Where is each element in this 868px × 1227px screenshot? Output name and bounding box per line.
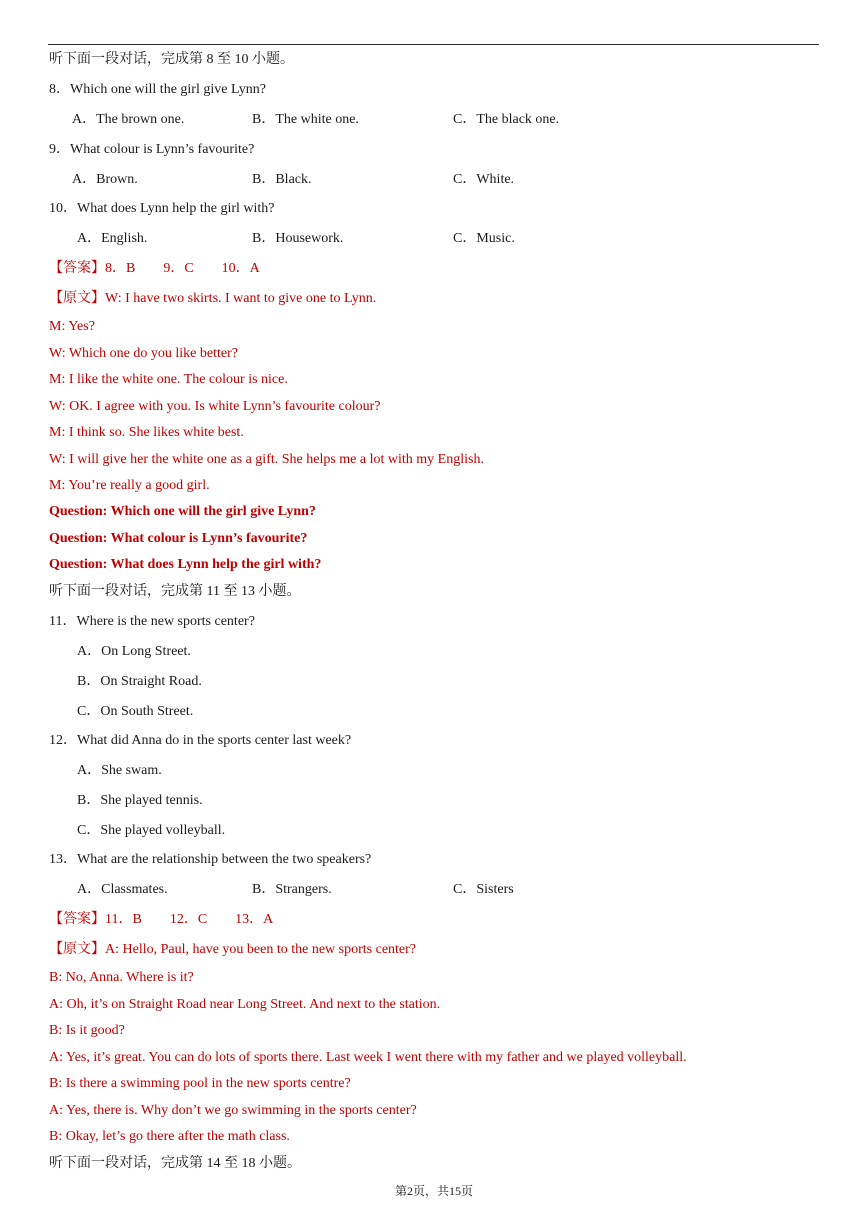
option-11b: B．On Straight Road.	[77, 674, 202, 689]
option-12c: C．She played volleyball.	[77, 823, 226, 838]
transcript-line: W: I will give her the white one as a gift. She helps me a lot with my English.	[49, 452, 484, 467]
transcript-label: 【原文】	[49, 291, 105, 306]
option-12a: A．She swam.	[77, 763, 162, 778]
transcript-label: 【原文】	[49, 942, 105, 957]
question-8: 8．Which one will the girl give Lynn?	[49, 82, 266, 97]
section-instruction: 听下面一段对话，完成第 11 至 13 小题。	[49, 584, 301, 599]
transcript-line: A: Oh, it’s on Straight Road near Long Street. And next to the station.	[49, 997, 441, 1012]
transcript-line	[49, 290, 376, 308]
transcript-line: W: Which one do you like better?	[49, 346, 238, 361]
option-9c: C．White.	[453, 172, 515, 187]
question-recap: Question: What does Lynn help the girl with?	[49, 557, 322, 572]
transcript-line: B: No, Anna. Where is it?	[49, 970, 194, 985]
answer-label: 【答案】	[49, 261, 105, 276]
transcript-line: M: You’re really a good girl.	[49, 478, 210, 493]
transcript-line: B: Okay, let’s go there after the math class.	[49, 1129, 290, 1144]
answer-label: 【答案】	[49, 912, 105, 927]
transcript-line: A: Yes, there is. Why don’t we go swimming in the sports center?	[49, 1103, 417, 1118]
transcript-line: W: OK. I agree with you. Is white Lynn’s favourite colour?	[49, 399, 381, 414]
transcript-line: M: I like the white one. The colour is nice.	[49, 372, 288, 387]
transcript-line	[49, 941, 416, 959]
option-8c: C．The black one.	[453, 112, 560, 127]
question-11: 11．Where is the new sports center?	[49, 614, 255, 629]
option-13b: B．Strangers.	[252, 882, 332, 897]
transcript-text: W: I have two skirts. I want to give one to Lynn.	[105, 291, 377, 306]
answer-line	[49, 911, 273, 929]
option-11c: C．On South Street.	[77, 704, 194, 719]
option-12b: B．She played tennis.	[77, 793, 203, 808]
question-recap: Question: Which one will the girl give Lynn?	[49, 504, 316, 519]
option-8a: A．The brown one.	[72, 112, 185, 127]
transcript-line: M: I think so. She likes white best.	[49, 425, 244, 440]
transcript-line: B: Is it good?	[49, 1023, 125, 1038]
transcript-line: A: Yes, it’s great. You can do lots of sports there. Last week I went there with my father and we played volleyball.	[49, 1050, 687, 1065]
option-10a: A．English.	[77, 231, 148, 246]
question-12: 12．What did Anna do in the sports center last week?	[49, 733, 352, 748]
question-9: 9．What colour is Lynn’s favourite?	[49, 142, 255, 157]
transcript-text: A: Hello, Paul, have you been to the new sports center?	[105, 942, 417, 957]
question-13: 13．What are the relationship between the two speakers?	[49, 852, 372, 867]
answer-text: 8．B 9．C 10．A	[105, 261, 260, 276]
option-8b: B．The white one.	[252, 112, 359, 127]
section-instruction: 听下面一段对话，完成第 8 至 10 小题。	[49, 52, 294, 67]
answer-line	[49, 260, 260, 278]
transcript-line: B: Is there a swimming pool in the new sports centre?	[49, 1076, 351, 1091]
page-number: 第2页，共15页	[394, 1184, 473, 1198]
option-13a: A．Classmates.	[77, 882, 168, 897]
option-9b: B．Black.	[252, 172, 312, 187]
question-10: 10．What does Lynn help the girl with?	[49, 201, 275, 216]
option-13c: C．Sisters	[453, 882, 514, 897]
option-11a: A．On Long Street.	[77, 644, 191, 659]
option-9a: A．Brown.	[72, 172, 138, 187]
section-instruction: 听下面一段对话，完成第 14 至 18 小题。	[49, 1156, 301, 1171]
transcript-line: M: Yes?	[49, 319, 95, 334]
question-recap: Question: What colour is Lynn’s favourite?	[49, 531, 308, 546]
option-10c: C．Music.	[453, 231, 515, 246]
header-rule	[48, 44, 819, 45]
answer-text: 11．B 12．C 13．A	[105, 912, 274, 927]
option-10b: B．Housework.	[252, 231, 344, 246]
